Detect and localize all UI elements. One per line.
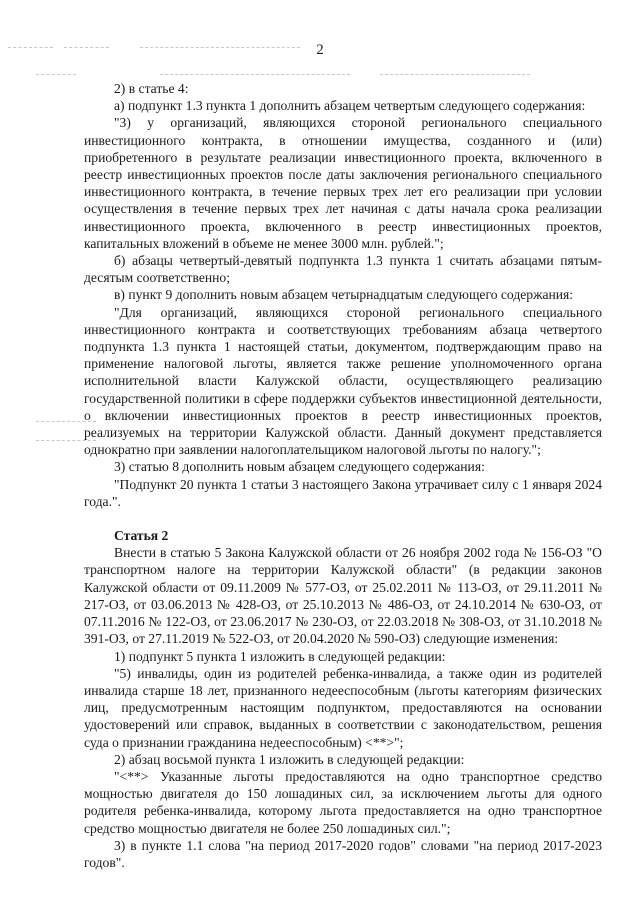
list-item: 3) в пункте 1.1 слова "на период 2017-2020 годов" словами "на период 2017-2023 годов". <box>84 837 602 870</box>
list-item: а) подпункт 1.3 пункта 1 дополнить абзацем четвертым следующего содержания: <box>114 98 586 114</box>
body-paragraph: Внести в статью 5 Закона Калужской области от 26 ноября 2002 года № 156-ОЗ "О транспортном налоге на территории Калужской области" (в редакции законов Калужской области от 09.11.2009 № 577-ОЗ, от 25.02.2011 № 113-ОЗ, от 29.11.2011 № 217-ОЗ, от 03.06.2013 № 428-ОЗ, от 25.10.2013 № 486-ОЗ, от 24.10.2014 № 630-ОЗ, от 07.11.2016 № 122-ОЗ, от 23.06.2017 № 230-ОЗ, от 22.03.2018 № 308-ОЗ, от 31.10.2018 № 391-ОЗ, от 27.11.2019 № 522-ОЗ, от 20.04.2020 № 590-ОЗ) следующие изменения: <box>84 545 602 647</box>
scan-artifact-line <box>380 74 530 75</box>
list-item: в) пункт 9 дополнить новым абзацем четырнадцатым следующего содержания: <box>114 287 574 303</box>
scan-artifact-line <box>36 74 76 75</box>
quoted-paragraph: "5) инвалиды, один из родителей ребенка-инвалида, а также один из родителей инвалида старше 18 лет, признанного недееспособным (льготы категориям физических лиц, предусмотренным настоящим подпунктом, предоставляются на основании удостоверений или справок, выданных в соответствии с законодательством, решения суда о признании гражданина недееспособным) <**>"; <box>84 665 602 750</box>
page-number: 2 <box>316 42 324 58</box>
quoted-paragraph: "Для организаций, являющихся стороной регионального специального инвестиционного контракта и соответствующих требованиям абзаца четвертого подпункта 1.3 пункта 1 настоящей статьи, документом, подтверждающим право на применение налоговой льготы, является также решение уполномоченного органа исполнительной власти Калужской области, осуществляющего реализацию государственной политики в сфере поддержки субъектов инвестиционной деятельности, о включении инвестиционных проектов в реестр инвестиционных проектов, реализуемых на территории Калужской области. Данный документ представляется однократно при заявлении налогоплательщиком налоговой льготы по налогу."; <box>84 304 602 458</box>
list-item: 1) подпункт 5 пункта 1 изложить в следующей редакции: <box>114 648 446 664</box>
quoted-paragraph: "Подпункт 20 пункта 1 статьи 3 настоящего Закона утрачивает силу с 1 января 2024 года.". <box>84 476 602 509</box>
list-item: 3) статью 8 дополнить новым абзацем следующего содержания: <box>114 459 485 475</box>
list-item: б) абзацы четвертый-девятый подпункта 1.3 пункта 1 считать абзацами пятым-десятым соответственно; <box>84 253 602 286</box>
scan-artifact-line <box>160 74 350 75</box>
quoted-paragraph: "3) у организаций, являющихся стороной регионального специального инвестиционного контракта, в отношении имущества, созданного и (или) приобретенного в результате реализации инвестиционного проекта, включенного в реестр инвестиционных проектов после даты заключения регионального специального инвестиционного контракта, в течение первых трех лет его реализации при условии осуществления в течение первых трех лет начиная с даты начала срока реализации инвестиционного проекта, включенного в реестр инвестиционных проектов, капитальных вложений в объеме не менее 3000 млн. рублей."; <box>84 115 602 251</box>
quoted-paragraph: "<**> Указанные льготы предоставляются на одно транспортное средство мощностью двигателя до 150 лошадиных сил, за исключением льготы для одного родителя ребенка-инвалида, которому льгота предоставляется на одно транспортное средство мощностью двигателя не более 250 лошадиных сил."; <box>84 768 602 836</box>
document-body <box>84 80 602 871</box>
list-item: 2) в статье 4: <box>114 81 189 96</box>
list-item: 2) абзац восьмой пункта 1 изложить в следующей редакции: <box>114 751 465 767</box>
article-heading: Статья 2 <box>114 528 169 544</box>
